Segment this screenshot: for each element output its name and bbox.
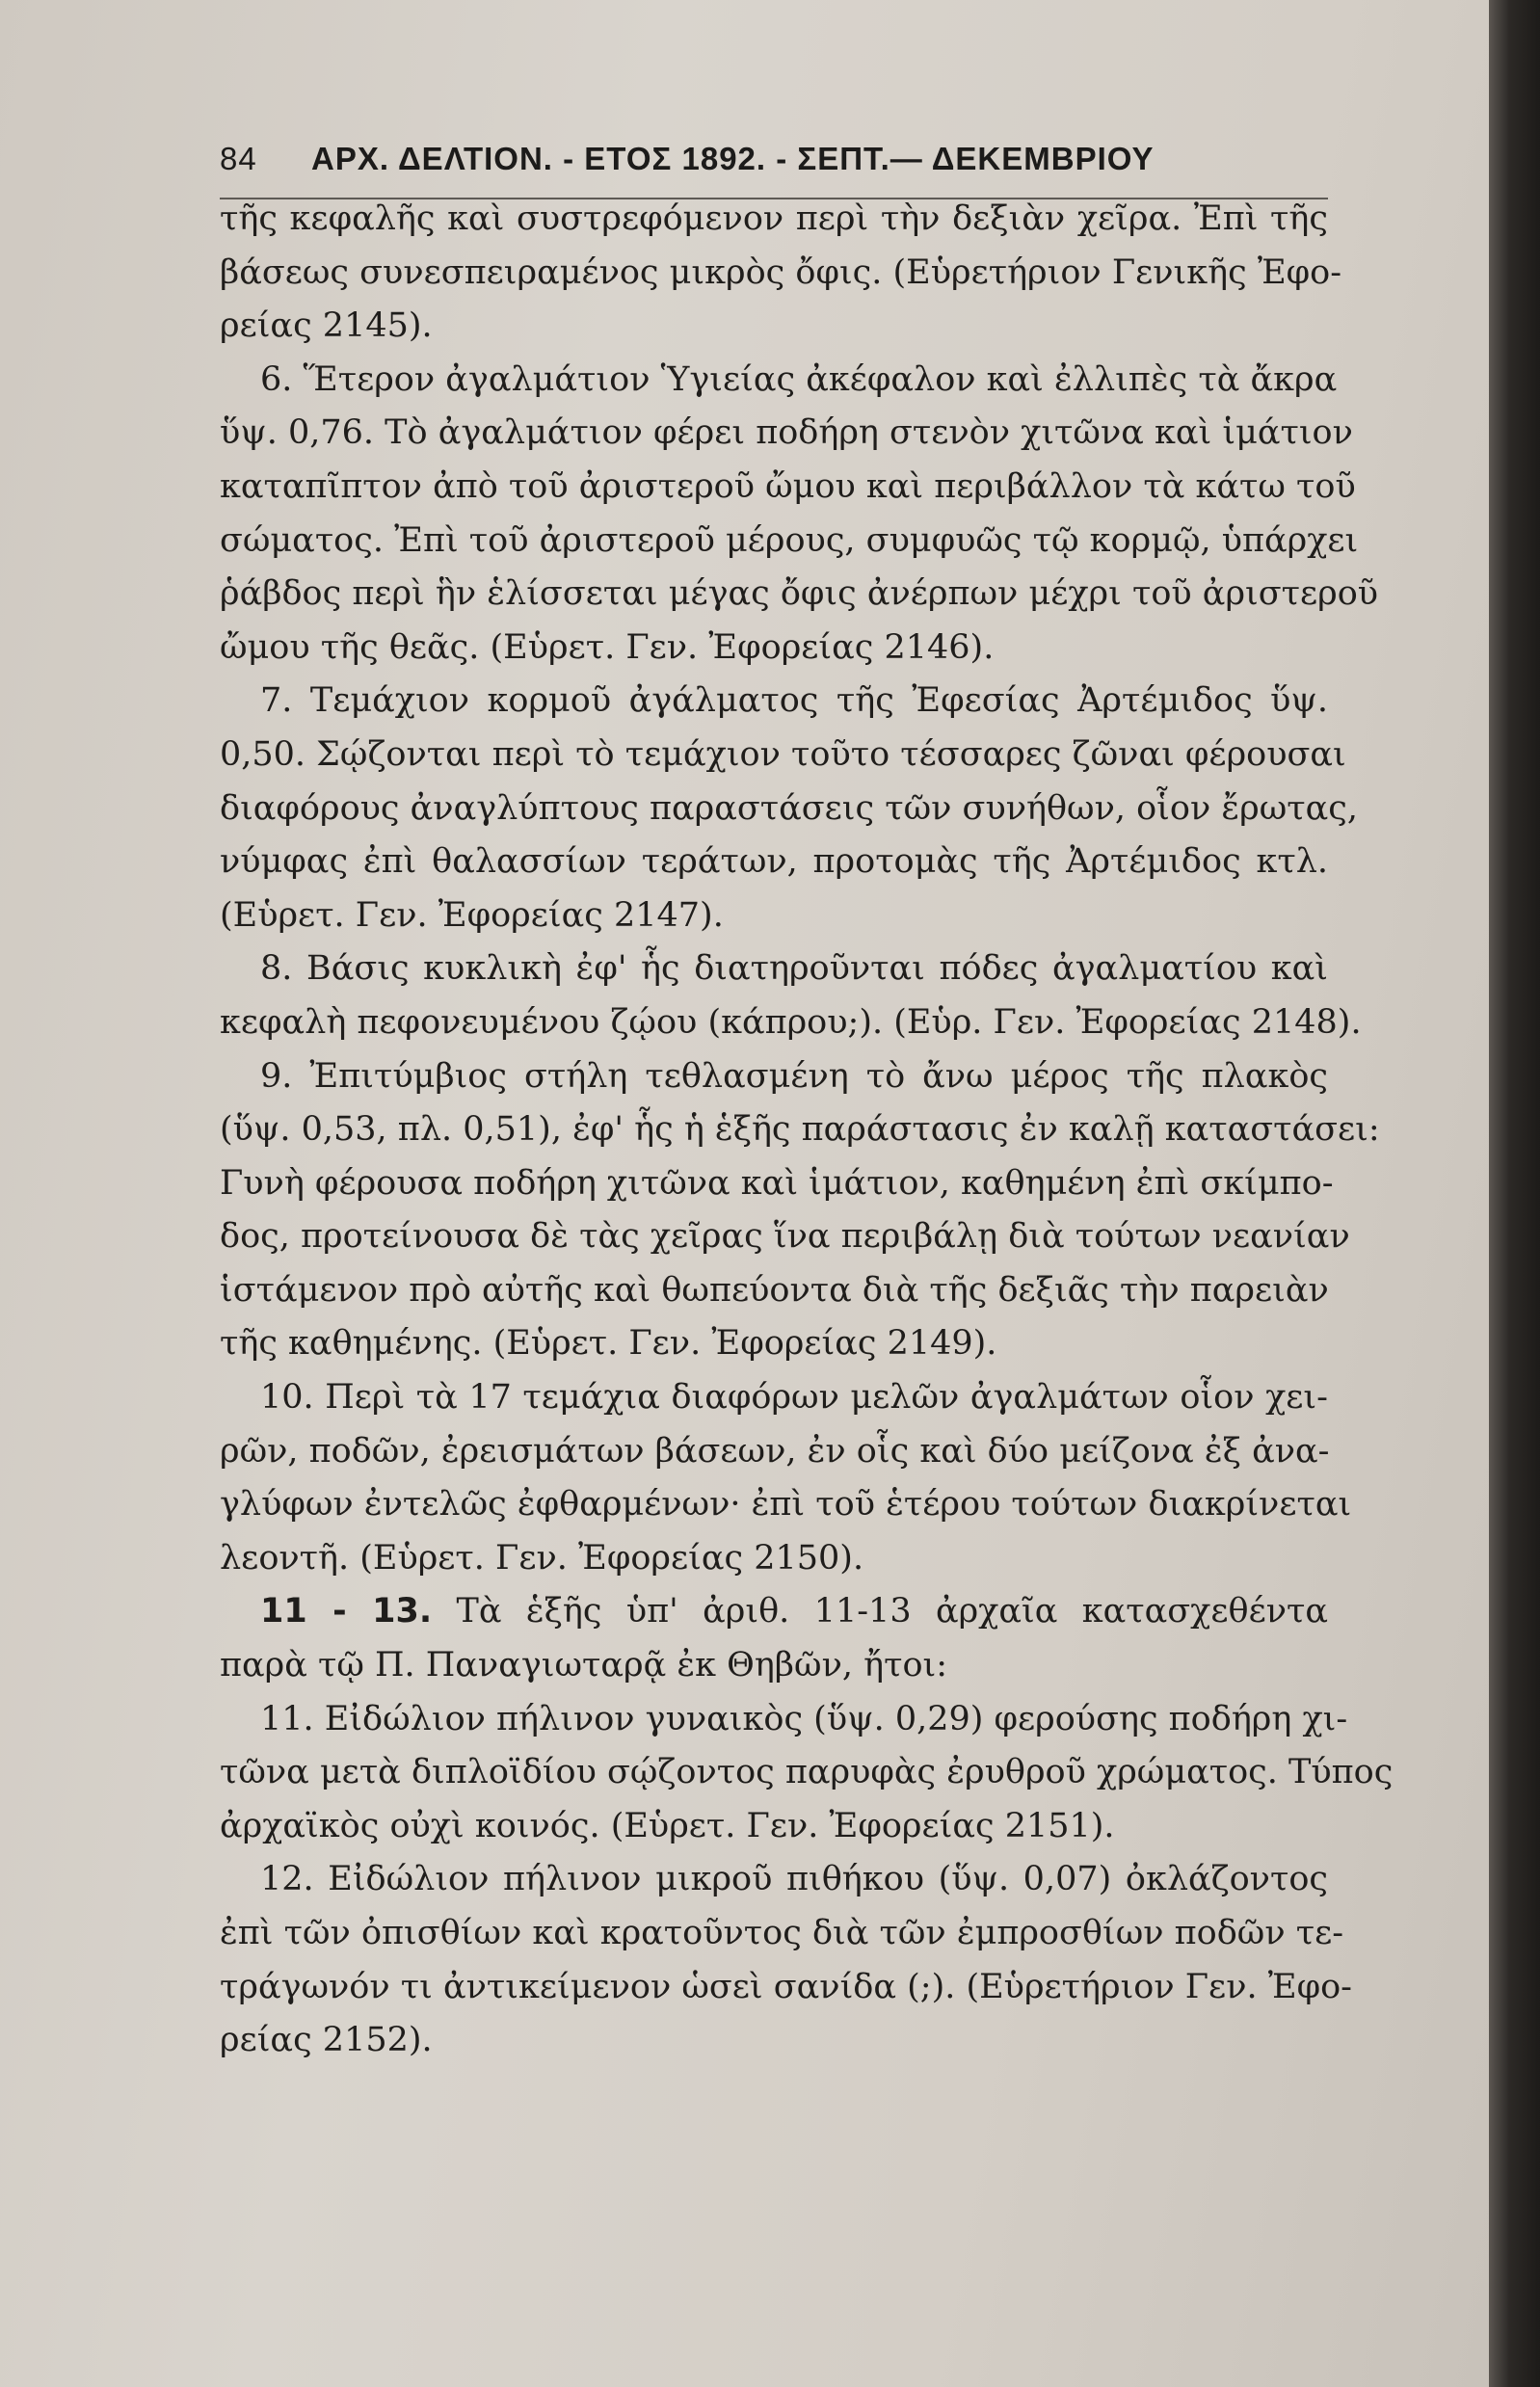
text-line: 6. Ἕτερον ἀγαλμάτιον Ὑγιείας ἀκέφαλον καὶ ἐλλιπὲς τὰ ἄκρα — [260, 359, 1338, 399]
text-line: 10. Περὶ τὰ 17 τεμάχια διαφόρων μελῶν ἀγαλμάτων οἷον χει- — [260, 1378, 1328, 1418]
text-line: 9. Ἐπιτύμβιος στήλη τεθλασμένη τὸ ἄνω μέρος τῆς πλακὸς — [260, 1056, 1328, 1096]
text-line: γλύφων ἐντελῶς ἐφθαρμένων· ἐπὶ τοῦ ἑτέρου τούτων διακρίνεται — [220, 1485, 1352, 1525]
running-title: ΑΡΧ. ΔΕΛΤΙΟΝ. - ΕΤΟΣ 1892. - ΣΕΠΤ.— ΔΕΚΕΜΒΡΙΟΥ — [311, 141, 1155, 176]
text-line: 8. Βάσις κυκλικὴ ἐφ' ἧς διατηροῦνται πόδες ἀγαλματίου καὶ — [260, 949, 1328, 989]
text-line: βάσεως συνεσπειραμένος μικρὸς ὄφις. (Εὑρετήριον Γενικῆς Ἐφο- — [220, 252, 1342, 292]
text-line: ρείας 2152). — [220, 2021, 433, 2060]
text-line: 12. Εἰδώλιον πήλινον μικροῦ πιθήκου (ὕψ. 0,07) ὀκλάζοντος — [260, 1860, 1328, 1899]
text-line: ῥάβδος περὶ ἣν ἑλίσσεται μέγας ὄφις ἀνέρπων μέχρι τοῦ ἀριστεροῦ — [220, 574, 1379, 614]
text-line: ρείας 2145). — [220, 306, 433, 346]
text-line: τῆς καθημένης. (Εὑρετ. Γεν. Ἐφορείας 2149). — [220, 1324, 997, 1364]
text-line: νύμφας ἐπὶ θαλασσίων τεράτων, προτομὰς τῆς Ἀρτέμιδος κτλ. — [220, 842, 1328, 882]
text-line: ὤμου τῆς θεᾶς. (Εὑρετ. Γεν. Ἐφορείας 2146). — [220, 627, 995, 667]
text-line: ρῶν, ποδῶν, ἐρεισμάτων βάσεων, ἐν οἷς καὶ δύο μείζονα ἐξ ἀνα- — [220, 1431, 1330, 1471]
text-line: (Εὑρετ. Γεν. Ἐφορείας 2147). — [220, 895, 724, 935]
text-line — [220, 1585, 1328, 1639]
text-line: παρὰ τῷ Π. Παναγιωταρᾷ ἐκ Θηβῶν, ἤτοι: — [220, 1646, 948, 1685]
text-line: τῆς κεφαλῆς καὶ συστρεφόμενον περὶ τὴν δεξιὰν χεῖρα. Ἐπὶ τῆς — [220, 199, 1328, 238]
text-line: διαφόρους ἀναγλύπτους παραστάσεις τῶν συνήθων, οἷον ἔρωτας, — [220, 788, 1358, 828]
text-line: 0,50. Σῴζονται περὶ τὸ τεμάχιον τοῦτο τέσσαρες ζῶναι φέρουσαι — [220, 734, 1346, 774]
text-line: (ὕψ. 0,53, πλ. 0,51), ἐφ' ἧς ἡ ἑξῆς παράστασις ἐν καλῇ καταστάσει: — [220, 1110, 1380, 1150]
text-line: κεφαλὴ πεφονευμένου ζῴου (κάπρου;). (Εὑρ. Γεν. Ἐφορείας 2148). — [220, 1002, 1362, 1042]
text-line: ἀρχαϊκὸς οὐχὶ κοινός. (Εὑρετ. Γεν. Ἐφορείας 2151). — [220, 1806, 1115, 1845]
text-line: λεοντῆ. (Εὑρετ. Γεν. Ἐφορείας 2150). — [220, 1538, 864, 1578]
text-line: ἐπὶ τῶν ὀπισθίων καὶ κρατοῦντος διὰ τῶν ἐμπροσθίων ποδῶν τε- — [220, 1914, 1344, 1952]
page-header — [220, 133, 1328, 191]
text-line: ἱστάμενον πρὸ αὐτῆς καὶ θωπεύοντα διὰ τῆς δεξιᾶς τὴν παρειὰν — [220, 1270, 1329, 1310]
section-number: 11 - 13. — [260, 1592, 433, 1631]
text-line: ὕψ. 0,76. Τὸ ἀγαλμάτιον φέρει ποδήρη στενὸν χιτῶνα καὶ ἱμάτιον — [220, 413, 1353, 453]
text-line: 7. Τεμάχιον κορμοῦ ἀγάλματος τῆς Ἐφεσίας Ἀρτέμιδος ὕψ. — [260, 681, 1328, 721]
text-line: 11. Εἰδώλιον πήλινον γυναικὸς (ὕψ. 0,29) φερούσης ποδήρη χι- — [260, 1699, 1348, 1738]
text-line: Γυνὴ φέρουσα ποδήρη χιτῶνα καὶ ἱμάτιον, καθημένη ἐπὶ σκίμπο- — [220, 1163, 1334, 1203]
text-line: τράγωνόν τι ἀντικείμενον ὡσεὶ σανίδα (;). (Εὑρετήριον Γεν. Ἐφο- — [220, 1967, 1352, 2006]
text-line: δος, προτείνουσα δὲ τὰς χεῖρας ἵνα περιβάλῃ διὰ τούτων νεανίαν — [220, 1217, 1350, 1257]
body-text — [220, 193, 1394, 2068]
text-line: τῶνα μετὰ διπλοϊδίου σῴζοντος παρυφὰς ἐρυθροῦ χρώματος. Τύπος — [220, 1753, 1394, 1792]
page-number: 84 — [220, 141, 257, 176]
section-intro-text: Τὰ ἑξῆς ὑπ' ἀριθ. 11-13 ἀρχαῖα κατασχεθέντα — [456, 1592, 1328, 1631]
text-line: σώματος. Ἐπὶ τοῦ ἀριστεροῦ μέρους, συμφυῶς τῷ κορμῷ, ὑπάρχει — [220, 520, 1359, 560]
page-edge-shadow — [1489, 0, 1540, 2387]
text-line: καταπῖπτον ἀπὸ τοῦ ἀριστεροῦ ὤμου καὶ περιβάλλον τὰ κάτω τοῦ — [220, 466, 1356, 506]
